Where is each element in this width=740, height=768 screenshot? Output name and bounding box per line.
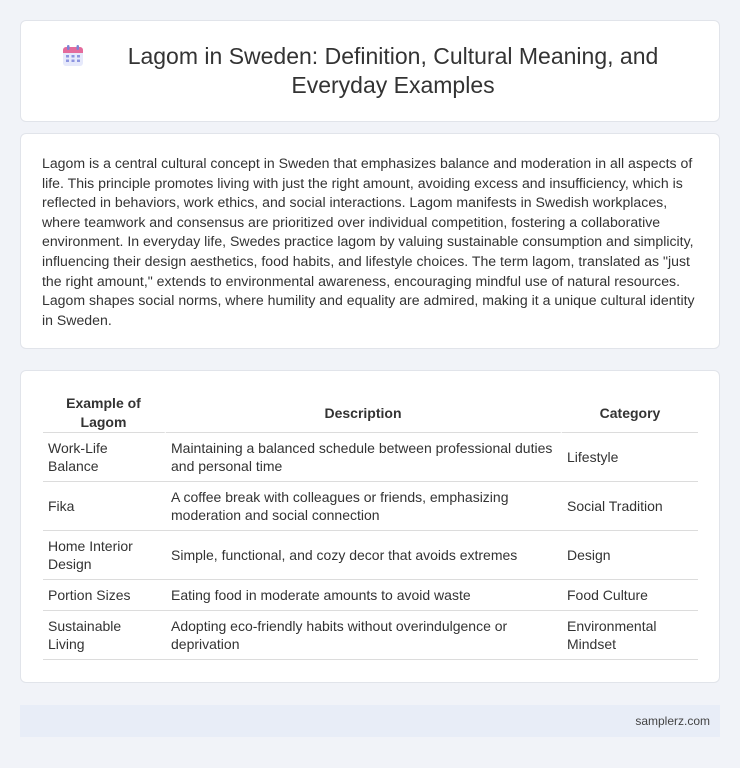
cell-category: Design <box>562 531 698 580</box>
cell-example: Sustainable Living <box>43 611 166 660</box>
cell-example: Home Interior Design <box>43 531 166 580</box>
table-row <box>43 531 698 580</box>
title-wrap <box>61 42 679 100</box>
cell-description: Simple, functional, and cozy decor that avoids extremes <box>166 531 562 580</box>
cell-example: Work-Life Balance <box>43 433 166 482</box>
cell-category: Environmental Mindset <box>562 611 698 660</box>
cell-category: Social Tradition <box>562 482 698 531</box>
intro-paragraph: Lagom is a central cultural concept in Sweden that emphasizes balance and moderation in all aspects of life. This principle promotes living with just the right amount, avoiding excess and insufficiency, which is reflected in behaviors, work ethics, and social interactions. Lagom manifests in Swedish workplaces, where teamwork and consensus are prioritized over individual competition, fostering a collaborative environment. In everyday life, Swedes practice lagom by valuing sustainable consumption and simplicity, influencing their design aesthetics, food habits, and lifestyle choices. The term lagom, translated as "just the right amount," extends to environmental awareness, encouraging mindful use of natural resources. Lagom shapes social norms, where humility and equality are admired, making it a unique cultural identity in Sweden. <box>42 155 695 328</box>
column-header-description: Description <box>166 392 562 433</box>
calendar-icon <box>61 44 85 68</box>
cell-description: A coffee break with colleagues or friends, emphasizing moderation and social connection <box>166 482 562 531</box>
lagom-examples-table <box>43 392 698 660</box>
intro-card <box>20 133 720 349</box>
cell-description: Eating food in moderate amounts to avoid waste <box>166 580 562 611</box>
table-row <box>43 482 698 531</box>
column-header-example: Example of Lagom <box>43 392 166 433</box>
table-card <box>20 370 720 683</box>
cell-example: Fika <box>43 482 166 531</box>
page-title: Lagom in Sweden: Definition, Cultural Meaning, and Everyday Examples <box>127 43 659 98</box>
cell-category: Food Culture <box>562 580 698 611</box>
table-header-row <box>43 392 698 433</box>
footer-site-link[interactable]: samplerz.com <box>635 714 710 728</box>
cell-example: Portion Sizes <box>43 580 166 611</box>
cell-category: Lifestyle <box>562 433 698 482</box>
footer <box>20 705 720 737</box>
table-row <box>43 611 698 660</box>
cell-description: Adopting eco-friendly habits without overindulgence or deprivation <box>166 611 562 660</box>
table-row <box>43 433 698 482</box>
column-header-category: Category <box>562 392 698 433</box>
cell-description: Maintaining a balanced schedule between professional duties and personal time <box>166 433 562 482</box>
header-card <box>20 20 720 122</box>
table-row <box>43 580 698 611</box>
